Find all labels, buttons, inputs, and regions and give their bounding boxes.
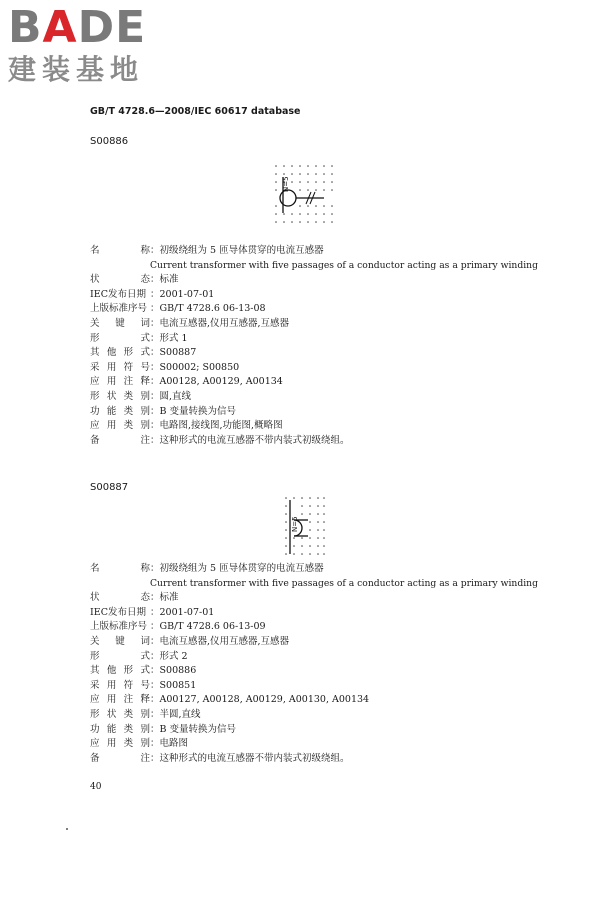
symbol-label: N=5 [291, 516, 299, 532]
entry-1-fields [90, 244, 550, 448]
field-keywords: 关 键 词 ： 电流互感器,仪用互感器,互感器 [90, 635, 290, 647]
field-name: 名 称 ： 初级绕组为 5 匝导体贯穿的电流互感器 [90, 563, 324, 574]
field-shape-class: 形 状 类 别 ： 圆,直线 [90, 390, 192, 402]
field-issue-date: IEC发布日期 ： 2001-07-01 [90, 288, 215, 300]
field-application-class: 应 用 类 别 ： 电路图 [90, 738, 189, 750]
symbol-code: S00886 [90, 136, 129, 147]
grid-dots [275, 165, 333, 223]
field-application-notes: 应 用 注 释 ： A00127, A00128, A00129, A00130, A00134 [90, 694, 370, 706]
scan-speck [66, 828, 68, 830]
field-used-symbols: 采 用 符 号 ： S00002; S00850 [90, 361, 240, 373]
field-shape-class: 形 状 类 别 ： 半圆,直线 [90, 708, 201, 720]
field-name-en: Current transformer with five passages of a conductor acting as a primary winding [150, 577, 538, 589]
logo-wordmark [8, 4, 178, 52]
symbol-code: S00887 [90, 482, 129, 493]
field-used-symbols: 采 用 符 号 ： S00851 [90, 679, 197, 691]
field-name: 名 称 ： 初级绕组为 5 匝导体贯穿的电流互感器 [90, 245, 324, 256]
field-form: 形 式 ： 形式 1 [90, 332, 188, 344]
field-function-class: 功 能 类 别 ： B 变量转换为信号 [90, 723, 237, 735]
symbol-label: N=5 [282, 176, 290, 192]
field-function-class: 功 能 类 别 ： B 变量转换为信号 [90, 405, 237, 417]
field-remarks: 备 注 ： 这种形式的电流互感器不带内装式初级绕组。 [90, 752, 350, 764]
page-header: GB/T 4728.6—2008/IEC 60617 database [90, 106, 301, 117]
field-remarks: 备 注 ： 这种形式的电流互感器不带内装式初级绕组。 [90, 434, 350, 446]
field-keywords: 关 键 词 ： 电流互感器,仪用互感器,互感器 [90, 317, 290, 329]
page-number: 40 [90, 782, 102, 792]
field-status: 状 态 ： 标准 [90, 274, 179, 286]
logo-letters-de: DE [77, 2, 147, 53]
field-issue-date: IEC发布日期 ： 2001-07-01 [90, 606, 215, 618]
bade-logo [8, 4, 178, 88]
logo-subtitle: 建装基地 [8, 53, 145, 86]
field-prev-no: 上版标准序号 ： GB/T 4728.6 06-13-08 [90, 303, 266, 315]
field-application-notes: 应 用 注 释 ： A00128, A00129, A00134 [90, 376, 283, 388]
field-other-forms: 其 他 形 式 ： S00887 [90, 347, 197, 359]
field-status: 状 态 ： 标准 [90, 592, 179, 604]
field-application-class: 应 用 类 别 ： 电路图,接线图,功能图,概略图 [90, 420, 283, 432]
entry-2-fields [90, 562, 550, 766]
logo-letter-a-red: A [42, 2, 78, 53]
symbol-s00887-diagram [282, 494, 328, 560]
field-form: 形 式 ： 形式 2 [90, 650, 188, 662]
field-prev-no: 上版标准序号 ： GB/T 4728.6 06-13-09 [90, 621, 266, 633]
symbol-s00886-diagram [272, 162, 338, 228]
field-name-en: Current transformer with five passages of a conductor acting as a primary winding [150, 259, 538, 271]
logo-letter-b: B [8, 2, 43, 53]
field-other-forms: 其 他 形 式 ： S00886 [90, 665, 197, 677]
